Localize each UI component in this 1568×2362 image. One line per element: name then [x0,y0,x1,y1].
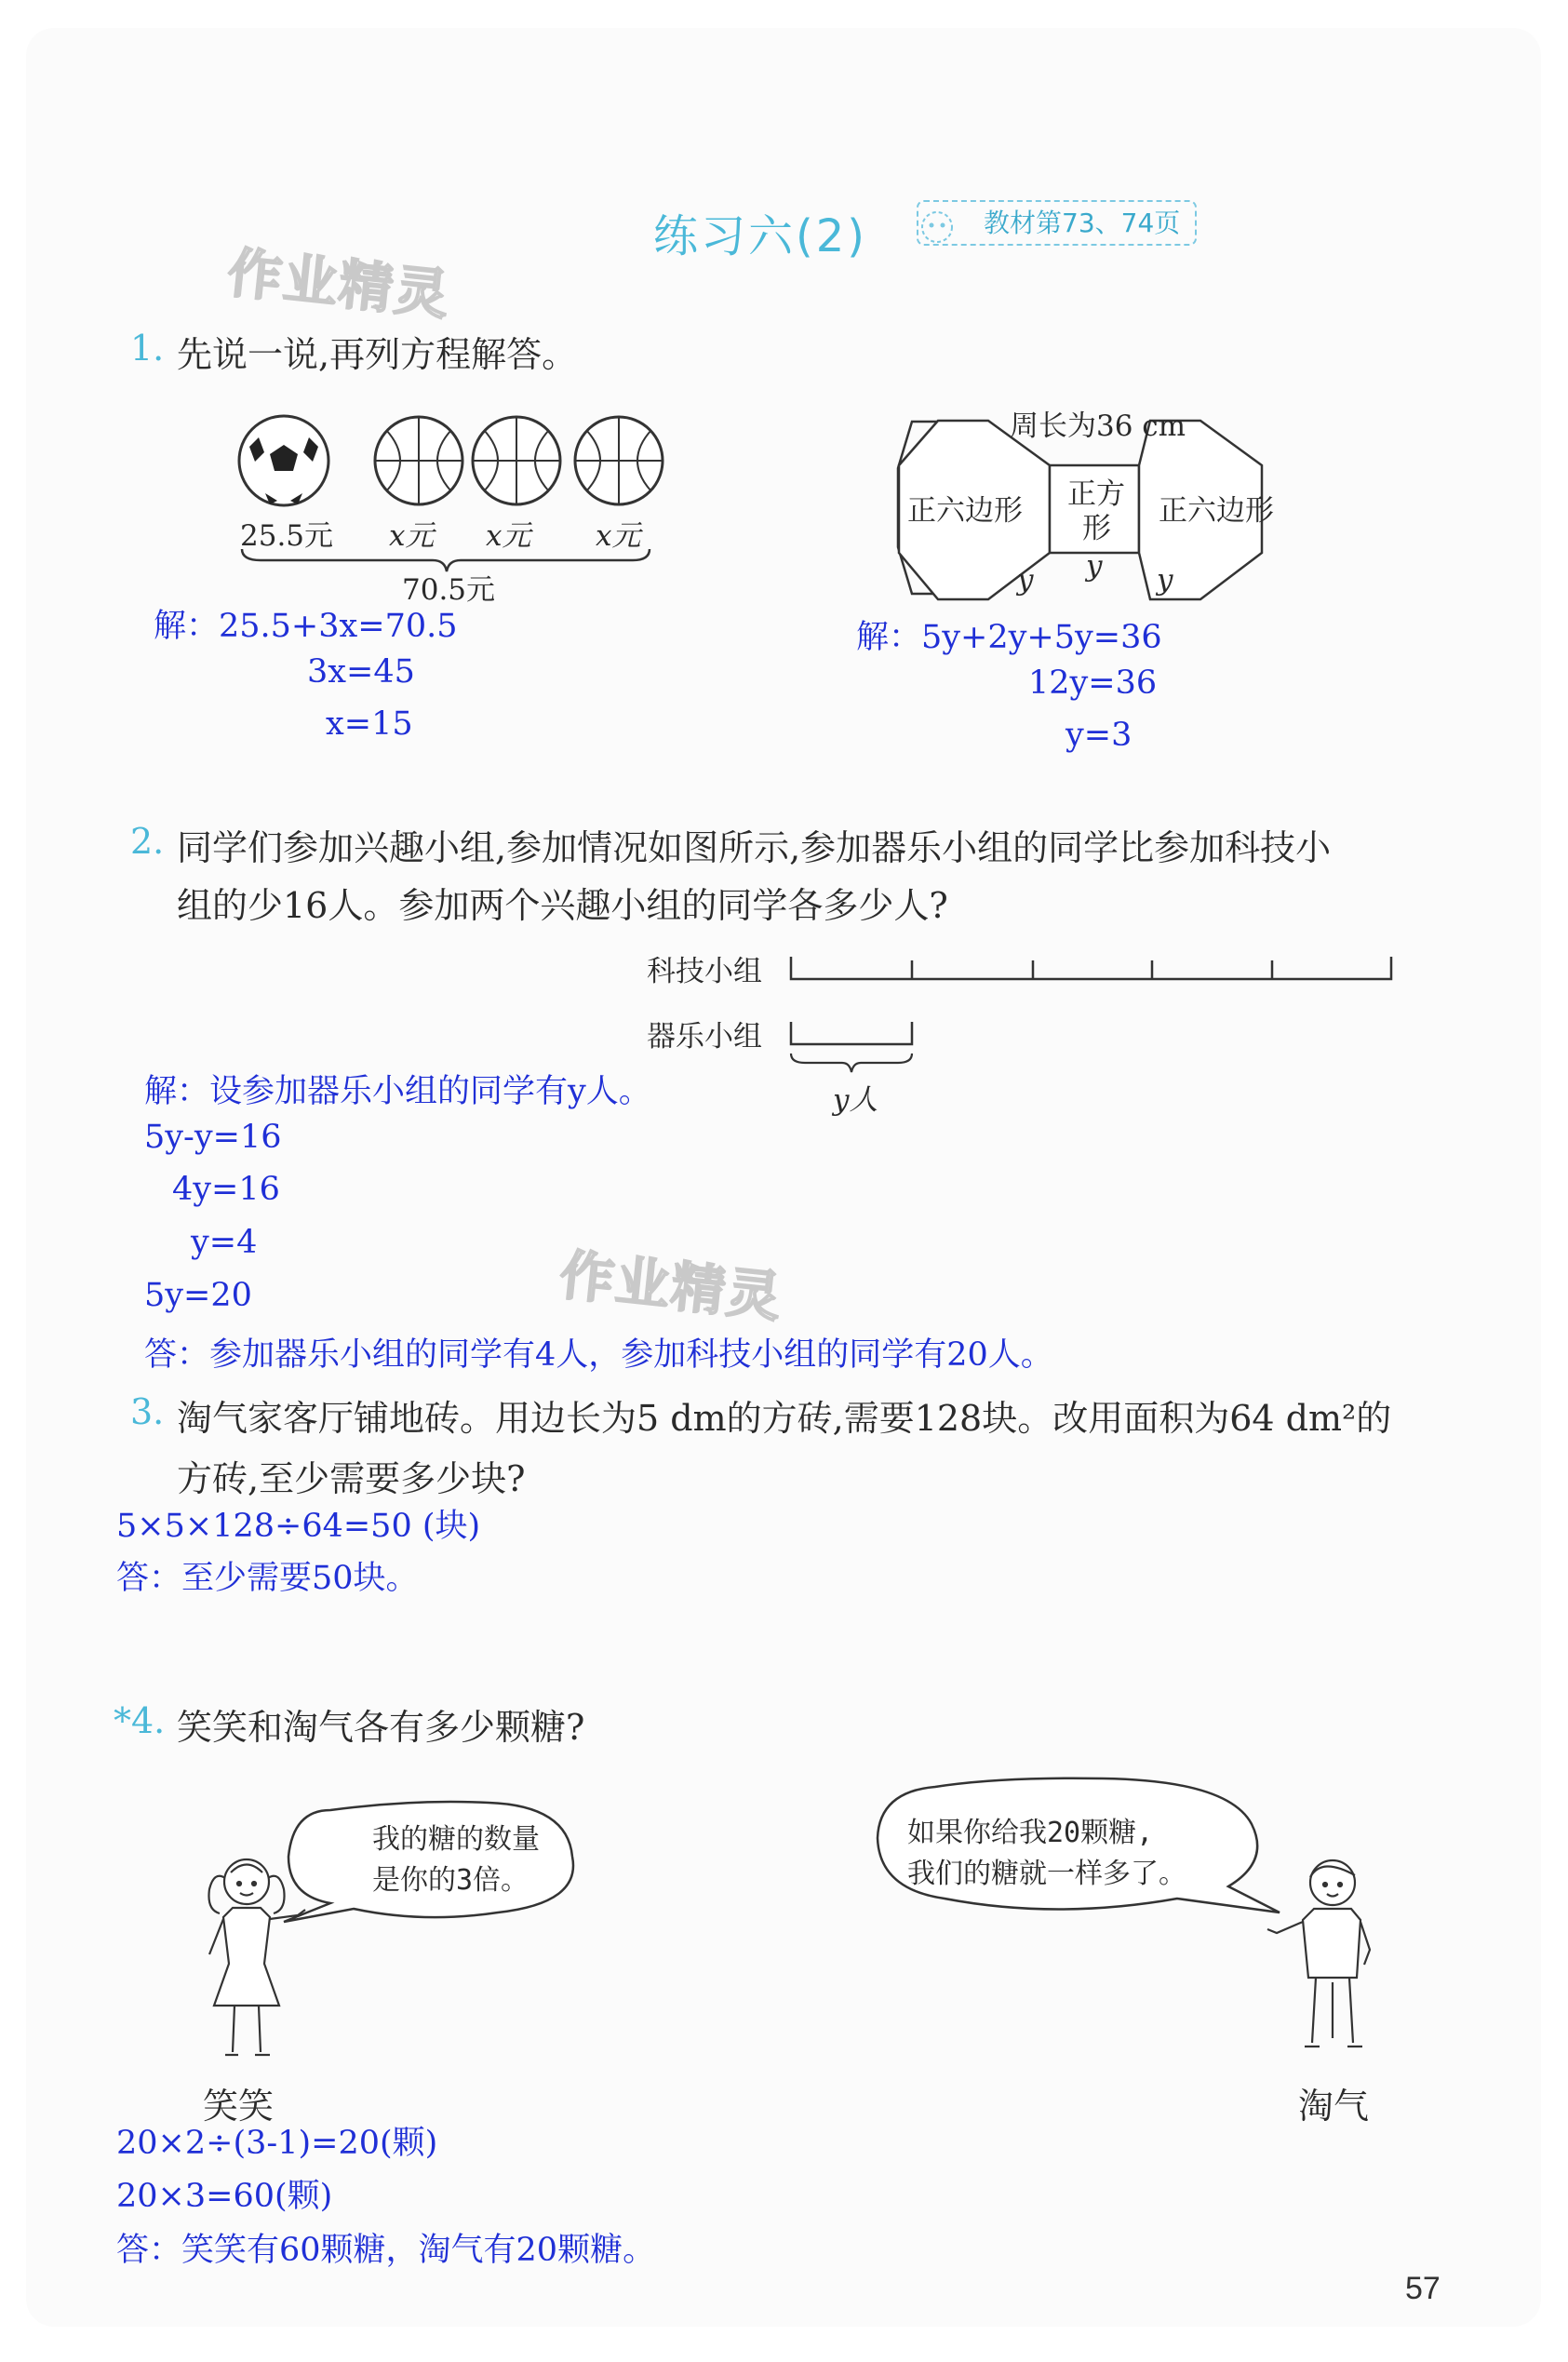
q1-answer-left-2: 3x=45 [307,653,415,691]
q3-answer-2: 答：至少需要50块。 [116,1560,419,1597]
book-icon [917,207,958,248]
soccer-price: 25.5元 [240,519,334,553]
square-label-2: 形 [1082,512,1111,545]
q2-line2: 组的少16人。参加两个兴趣小组的同学各多少人? [177,885,948,926]
music-group-label: 器乐小组 [647,1020,762,1054]
side-y-3: y [1157,563,1173,597]
q4-number: *4. [114,1700,166,1741]
soccer-ball-icon [239,416,328,505]
side-y-1: y [1017,563,1034,597]
q2-number: 2. [130,821,165,862]
hexagon-right-label: 正六边形 [1159,494,1274,528]
basketball-icon-2 [473,417,560,504]
q2-answer-1: 解：设参加器乐小组的同学有y人。 [144,1073,651,1110]
name-xiaoxiao: 笑笑 [203,2086,275,2127]
q2-answer-4: y=4 [191,1224,258,1261]
q4-answer-2: 20×3=60(颗) [116,2178,333,2215]
bubble-left-line1: 我的糖的数量 [372,1823,540,1856]
q2-answer-3: 4y=16 [172,1171,280,1208]
tech-group-label: 科技小组 [647,955,762,988]
bubble-left-line2: 是你的3倍。 [372,1864,529,1897]
textbook-badge [917,203,1197,240]
side-y-2: y [1086,549,1103,583]
total-price: 70.5元 [402,573,496,607]
music-bar [791,1022,912,1044]
q3-number: 3. [130,1391,165,1432]
tech-bar [791,957,1391,979]
q1-text: 先说一说,再列方程解答。 [177,334,578,375]
q4-text: 笑笑和淘气各有多少颗糖? [177,1707,585,1748]
square-label-1: 正方 [1067,477,1125,511]
q4-answer-1: 20×2÷(3-1)=20(颗) [116,2125,438,2162]
boy-taoqi-icon [1266,1847,1396,2075]
q1-number: 1. [130,328,165,369]
basketball-price-1: x元 [389,519,435,553]
q2-answer-5: 5y=20 [144,1277,252,1314]
q1-answer-left-3: x=15 [326,705,413,743]
bubble-right-line2: 我们的糖就一样多了。 [907,1858,1186,1890]
girl-xiaoxiao-icon [186,1852,316,2075]
watermark-2: 作业精灵 [556,1242,786,1330]
q3-line2: 方砖,至少需要多少块? [177,1458,526,1499]
basketball-price-3: x元 [596,519,641,553]
bubble-right-line1: 如果你给我20颗糖, [907,1817,1154,1849]
watermark: 作业精灵 [224,240,454,328]
basketball-icon-1 [375,417,462,504]
brace-y-label: y人 [833,1083,878,1117]
q1-answer-right-2: 12y=36 [1028,664,1158,702]
q3-answer-1: 5×5×128÷64=50 (块) [116,1508,481,1545]
perimeter-label: 周长为36 cm [1010,409,1186,443]
q2-segment-diagram [786,949,1400,1098]
q2-answer-6: 答：参加器乐小组的同学有4人，参加科技小组的同学有20人。 [144,1336,1053,1374]
basketball-icon-3 [575,417,663,504]
q1-answer-right-1: 解：5y+2y+5y=36 [856,619,1162,656]
textbook-badge-label: 教材第73、74页 [917,200,1197,246]
page-title: 练习六(2) [653,210,867,262]
basketball-price-2: x元 [486,519,531,553]
q1-answer-right-3: y=3 [1065,717,1132,754]
hexagon-left-label: 正六边形 [907,494,1023,528]
q3-line1: 淘气家客厅铺地砖。用边长为5 dm的方砖,需要128块。改用面积为64 dm²的 [177,1398,1392,1439]
name-taoqi: 淘气 [1298,2086,1370,2127]
music-brace [791,1054,912,1072]
q1-answer-left-1: 解：25.5+3x=70.5 [154,608,458,645]
q4-answer-3: 答：笑笑有60颗糖，淘气有20颗糖。 [116,2232,656,2269]
page-number: 57 [1405,2271,1441,2306]
q2-answer-2: 5y-y=16 [144,1119,282,1156]
q2-line1: 同学们参加兴趣小组,参加情况如图所示,参加器乐小组的同学比参加科技小 [177,827,1332,868]
